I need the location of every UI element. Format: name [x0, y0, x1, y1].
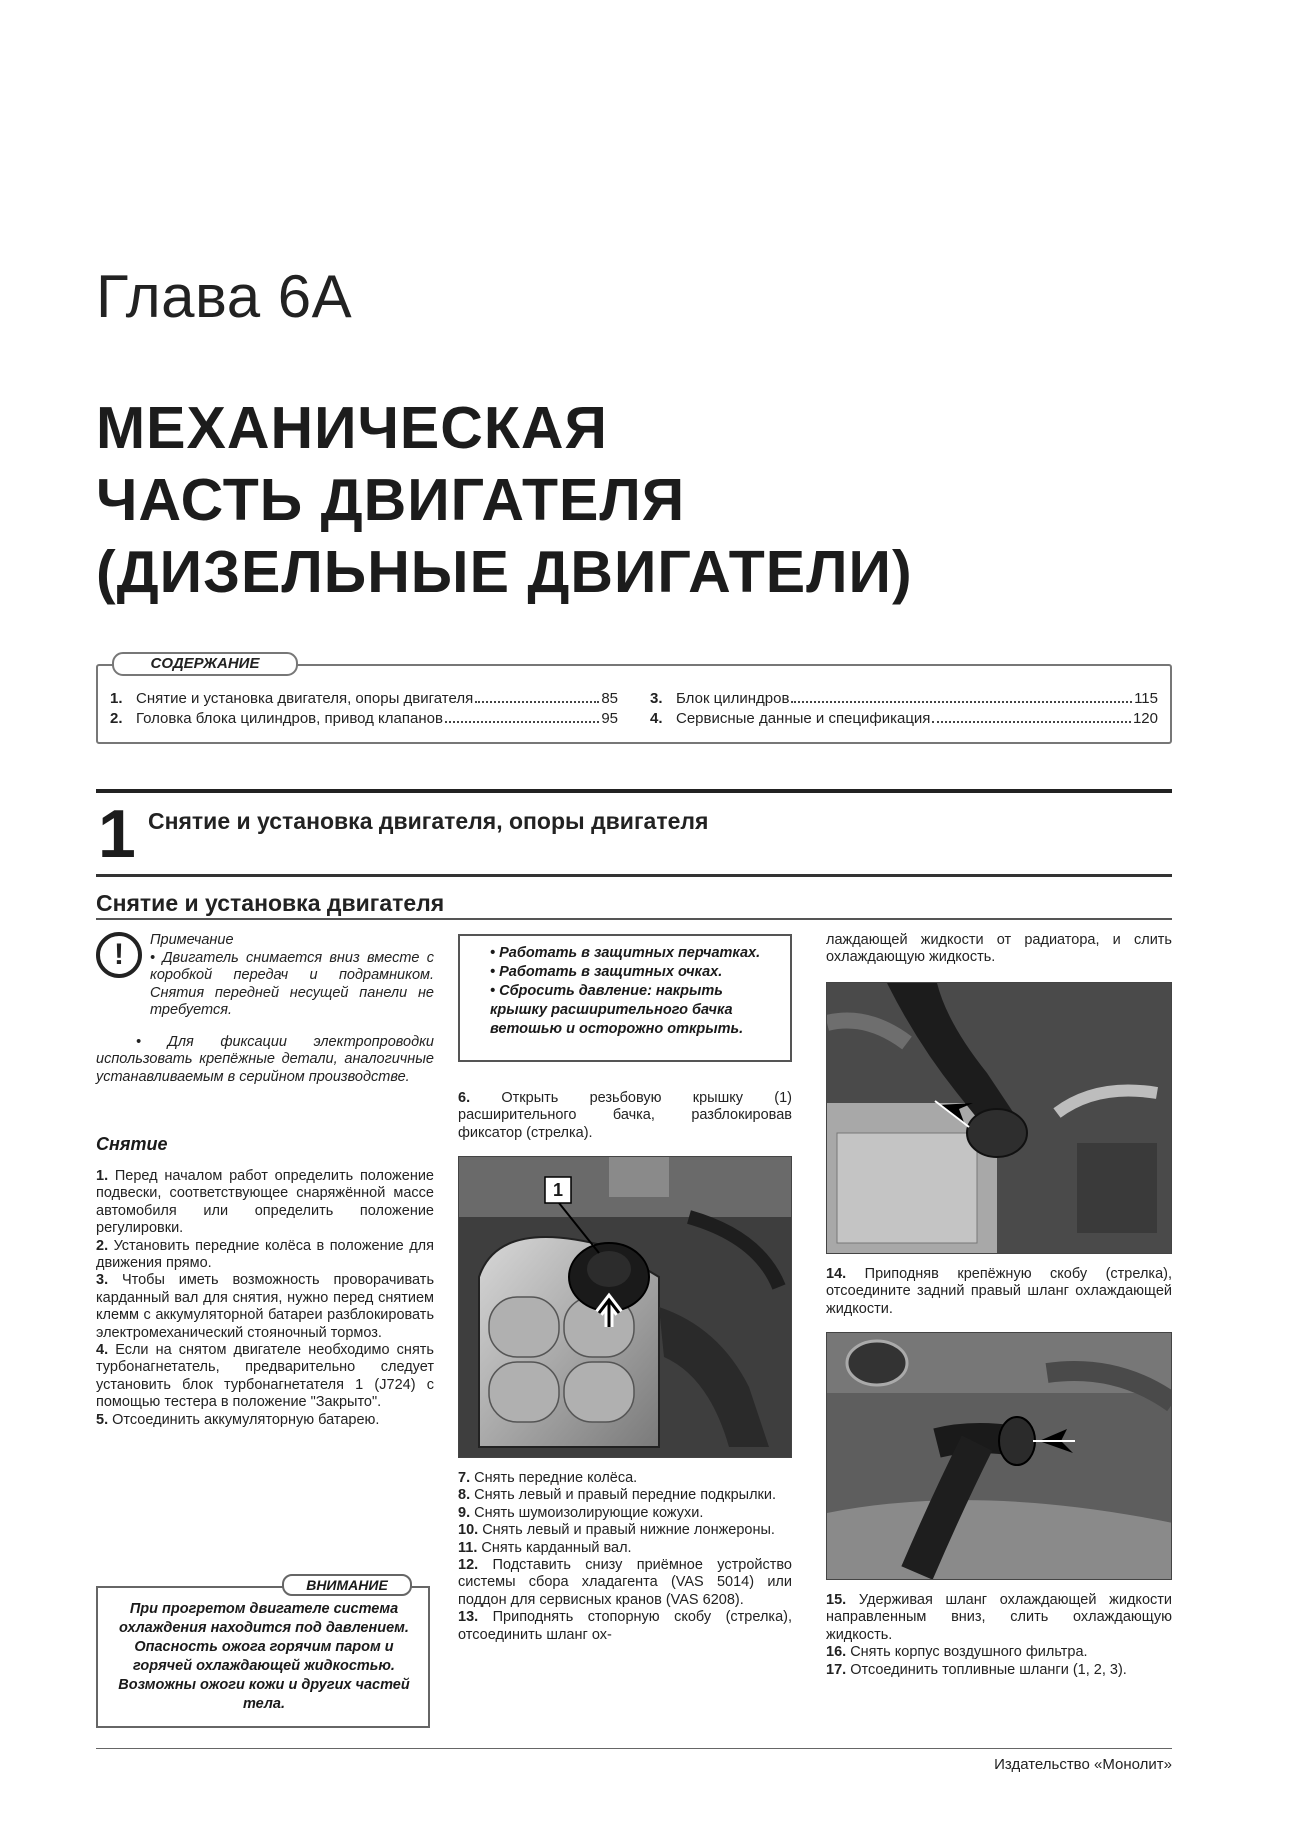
- list-item: 17. Отсоединить топливные шланги (1, 2, 3).: [826, 1661, 1127, 1678]
- subsection-rule: [96, 918, 1172, 920]
- list-item: 2. Установить передние колёса в положение для движения прямо.: [96, 1237, 434, 1272]
- col3-steps: [826, 1592, 1172, 1679]
- caution-text: При прогретом двигателе система охлаждения находится под давлением. Опасность ожога горячим паром и горячей охлаждающей жидкостью. Возможны ожоги кожи и других частей тела.: [118, 1601, 410, 1712]
- col3-top-text: лаждающей жидкости от радиатора, и слить охлаждающую жидкость.: [826, 932, 1172, 966]
- note-text-2: • Для фиксации электропроводки использовать крепёжные детали, аналогичные устанавливаемым в серийном производстве.: [96, 1034, 434, 1085]
- list-item: 9. Снять шумоизолирующие кожухи.: [458, 1504, 704, 1521]
- radiator-hose-image: [827, 983, 1172, 1254]
- expansion-tank-photo: [458, 1156, 792, 1458]
- step-14: 14. Приподняв крепёжную скобу (стрелка), отсоедините задний правый шланг охлаждающей жидкости.: [826, 1266, 1172, 1317]
- title-line: (ДИЗЕЛЬНЫЕ ДВИГАТЕЛИ): [96, 539, 913, 605]
- list-item: 16. Снять корпус воздушного фильтра.: [826, 1644, 1088, 1661]
- toc-label: СОДЕРЖАНИЕ: [112, 652, 298, 676]
- list-item: 3. Чтобы иметь возможность проворачивать карданный вал для снятия, нужно перед снятием клемм с аккумуляторной батареи разблокировать электромеханический стояночный тормоз.: [96, 1272, 434, 1341]
- expansion-tank-image: [459, 1157, 792, 1458]
- list-item: 15. Удерживая шланг охлаждающей жидкости направленным вниз, слить охлаждающую жидкость.: [826, 1592, 1172, 1643]
- toc-item[interactable]: 3. Блок цилиндров 115: [650, 690, 1158, 707]
- step-6: 6. Открыть резьбовую крышку (1) расширительного бачка, разблокировав фиксатор (стрелка).: [458, 1090, 792, 1141]
- list-item: 4. Если на снятом двигателе необходимо снять турбонагнетатель, предварительно следует установить блок турбонагнетателя 1 (J724) с помощью тестера в положение "Закрыто".: [96, 1342, 434, 1411]
- footer-rule: [96, 1748, 1172, 1749]
- list-item: 12. Подставить снизу приёмное устройство системы сбора хладагента (VAS 5014) или поддон для сервисных кранов (VAS 6208).: [458, 1557, 792, 1608]
- title-line: МЕХАНИЧЕСКАЯ: [96, 395, 608, 461]
- radiator-hose-photo: [826, 982, 1172, 1254]
- publisher-footer: Издательство «Монолит»: [994, 1756, 1172, 1773]
- list-item: 10. Снять левый и правый нижние лонжероны.: [458, 1522, 775, 1539]
- removal-heading: Снятие: [96, 1134, 168, 1154]
- title-line: ЧАСТЬ ДВИГАТЕЛЯ: [96, 467, 686, 533]
- coolant-hose-image: [827, 1333, 1172, 1580]
- note-heading-block: [150, 932, 434, 949]
- note-text-1: • Двигатель снимается вниз вместе с коробкой передач и подрамником. Снятия передней несущей панели не требуется.: [150, 950, 434, 1019]
- toc-item[interactable]: 1. Снятие и установка двигателя, опоры двигателя 85: [110, 690, 618, 707]
- section-rule-bottom: [96, 874, 1172, 877]
- removal-steps: [96, 1168, 434, 1429]
- list-item: 13. Приподнять стопорную скобу (стрелка), отсоединить шланг ох-: [458, 1609, 792, 1643]
- chapter-title: [96, 392, 913, 608]
- col2-steps: [458, 1470, 792, 1644]
- note-heading: Примечание: [150, 932, 234, 948]
- safety-text: • Работать в защитных перчатках. • Работать в защитных очках. • Сбросить давление: накрыть крышку расширительного бачка ветошью и осторожно открыть.: [490, 945, 761, 1037]
- list-item: 1. Перед началом работ определить положение подвески, соответствующее снаряжённой массе автомобиля или определить положение регулировки.: [96, 1168, 434, 1237]
- coolant-hose-photo: [826, 1332, 1172, 1580]
- toc-item[interactable]: 4. Сервисные данные и спецификация 120: [650, 710, 1158, 727]
- toc-item[interactable]: 2. Головка блока цилиндров, привод клапанов 95: [110, 710, 618, 727]
- exclamation-icon: !: [96, 932, 142, 978]
- caution-label: ВНИМАНИЕ: [282, 1574, 412, 1596]
- section-title: Снятие и установка двигателя, опоры двигателя: [148, 808, 709, 834]
- list-item: 8. Снять левый и правый передние подкрылки.: [458, 1487, 777, 1504]
- chapter-label: Глава 6А: [96, 263, 353, 330]
- list-item: 7. Снять передние колёса.: [458, 1470, 638, 1486]
- list-item: 11. Снять карданный вал.: [458, 1539, 632, 1556]
- list-item: 5. Отсоединить аккумуляторную батарею.: [96, 1411, 380, 1428]
- subsection-title: Снятие и установка двигателя: [96, 890, 445, 916]
- section-number: 1: [98, 796, 136, 872]
- section-rule: [96, 789, 1172, 793]
- photo-callout-label: 1: [552, 1180, 563, 1200]
